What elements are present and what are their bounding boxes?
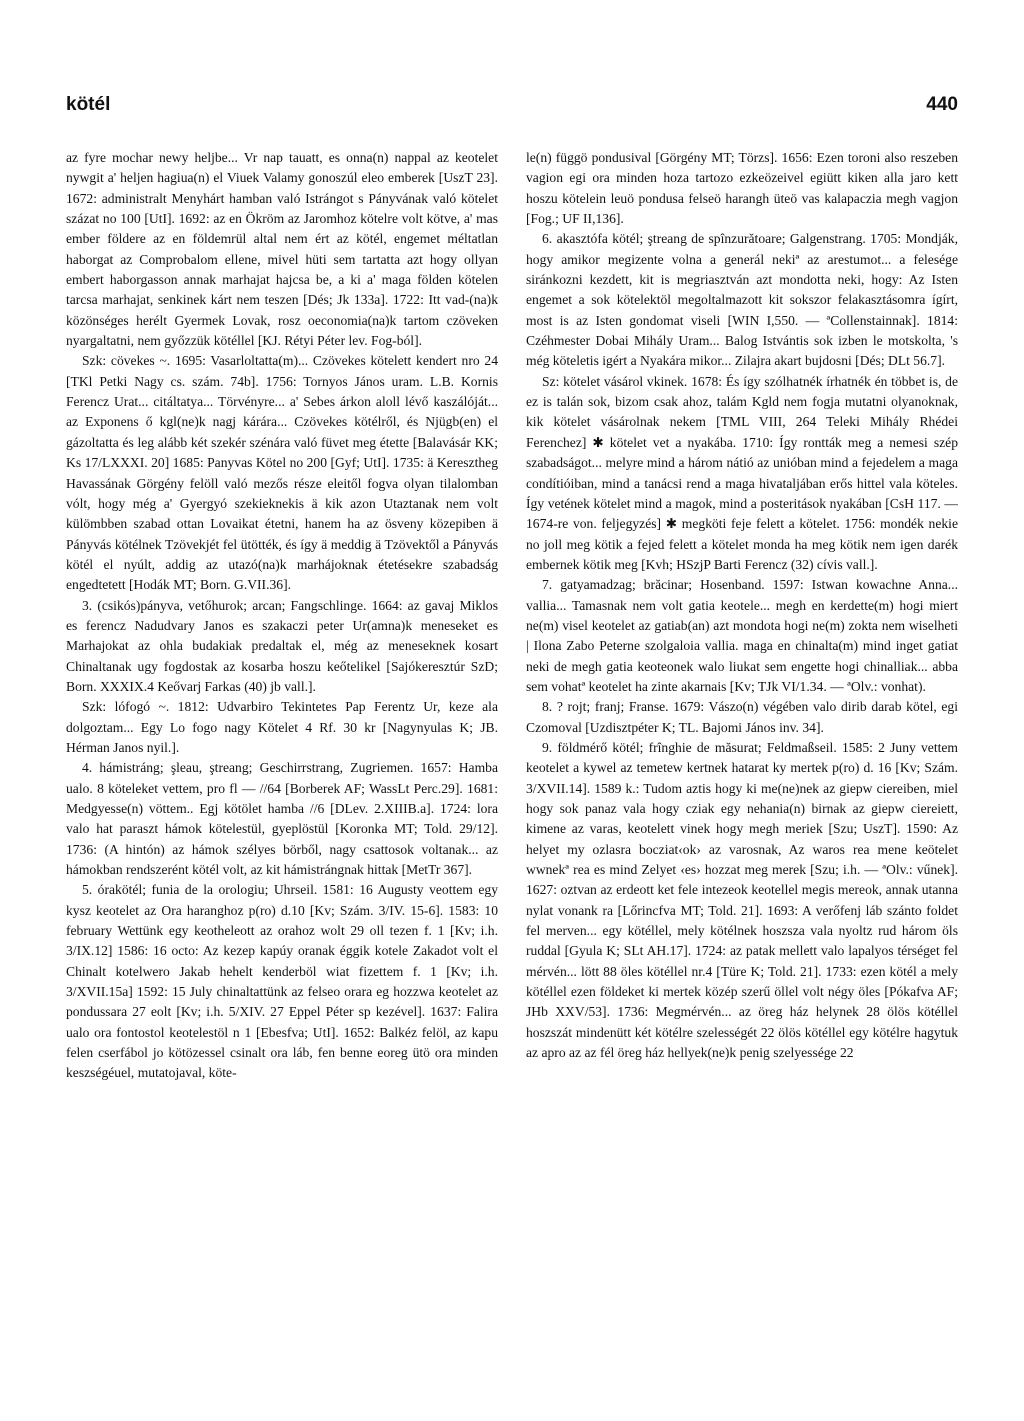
entry-paragraph: Sz: kötelet vásárol vkinek. 1678: És így szólhatnék írhatnék én többet is, de ez is talán sok, bizom csak ahoz, talám Kgld nem fogja mutatni olyanoknak, kik kötelet vásárolnak nekem [TML VIII, 264 Teleki Mihály Rhédei Ferenchez] ✱ kötelet vet a nyakába. 1710: Így rontták meg a nemesi szép szabadságot... melyre mind a három nátió az unióban mind a fejedelem a maga condítióiban, mind a tanácsi rend a maga hivataljában erős hittel vala köteles. Így vetének kötelet mind a magok, mind a posteritások nyakában [CsH 117. — 1674-re von. feljegyzés] ✱ megköti feje felett a kötelet. 1756: mondék nekie no joll meg kötik a fejed felett a kötelet monda ha meg kötik nem igen darék embernek kötik meg [Kvh; HSzjP Barti Ferencz (32) cívis vall.]. (526, 373, 958, 572)
entry-paragraph: 3. (csikós)pányva, vetőhurok; arcan; Fangschlinge. 1664: az gavaj Miklos es ferencz Nadudvary Janos es szakaczi peter Ur(amna)k meneseket es Marhajokat az ohla budakiak predaltak el, még az meneseknek kosart Chinaltanak ugy fogdostak az kosarba hoszu keőtelikel [Sajókeresztúr SzD; Born. XXXIX.4 Keővarj Farkas (40) jb vall.]. (66, 597, 498, 694)
entry-paragraph: 9. földmérő kötél; frînghie de măsurat; Feldmaßseil. 1585: 2 Juny vettem keotelet a kywel az temetew kertnek hatarat ky mertek p(ro) d. 16 [Kv; Szám. 3/XVII.14]. 1589 k.: Tudom aztis hogy ki me(ne)nek az giepw ciereiben, miel hogy sok panaz vala hogy cziak egy nehania(n) birnak az giepw ciereiett, kimene az varas, keotelett vinek hogy megh meriek [Szu; UszT]. 1590: Az helyet my ozlasra bocziat‹ok› az varosnak, Az waros rea mene keötelet wwnekª rea es mind Zelyet ‹es› hozzat meg merek [Szu; i.h. — ªOlv.: vűnek]. 1627: oztvan az erdeott ket fele intezeok keotellel megis mereok, annak utanna nylat vonank ra [Lőrincfva MT; Told. 21]. 1693: A verőfenj láb szánto foldet fel merven... egy kötéllel, mely kötélnek hoszsza vala nyoltz rud három öls ruddal [Gyula K; SLt AH.17]. 1724: az patak mellett valo lapalyos térséget fel mérvén... lött 88 öles kötéllel nr.4 [Türe K; Told. 21]. 1733: ezen kötél a mely kötéllel ezen földeket ki mertek közép szerű öllel volt négy öles [Pókafva AF; JHb XXV/53]. 1736: Megmérvén... az öreg ház helynek 28 ölös kötéllel hoszszát mindenütt két kötélre szelességét 22 ölös kötéllel egy kötélre hagytuk az apro az az fél öreg ház hellyek(ne)k penig szelyessége 22 (526, 739, 958, 1061)
entry-paragraph: 8. ? rojt; franj; Franse. 1679: Vászo(n) végében valo dirib darab kötel, egi Czomoval [Uzdisztpéter K; TL. Bajomi János inv. 34]. (526, 699, 958, 735)
running-headword: kötél (66, 94, 111, 115)
entry-paragraph: 7. gatyamadzag; brăcinar; Hosenband. 1597: Istwan kowachne Anna... vallia... Tamasnak nem volt gatia keotele... megh en kerdette(m) hogi miert ne(m) visel keotelet az gatiab(an) azt mondota hogi ne(m) zokta nem wiselheti | Ilona Zabo Peterne szolgaloia vallia. maga en chinalta(m) mind inget gatiat neki de megh gatia keoteonek walo liukat sem engette hogi chinalliak... abba sem vohatª keotelet ha zinte akarnais [Kv; TJk VI/1.34. — ªOlv.: vonhat). (526, 577, 958, 694)
entry-paragraph: 6. akasztófa kötél; ştreang de spînzurătoare; Galgenstrang. 1705: Mondják, hogy amikor megizente volna a generál nekiª az arestumot... a felesége siránkozni kezdett, kit is megriasztván azt mondotta neki, hogy: Az Isten engemet a sok kötelektöl megoltalmazott kit sokszor felakasztásomra ígírt, most is az Isten gondomat viseli [WIN I,550. — ªCollenstainnak]. 1814: Czéhmester Dobai Mihály Uram... Balog Istvántis sok izben le motskolta, 's még köteletis igért a Nyakára mikor... Zilajra akart bujdosni [Dés; DLt 56.7]. (526, 231, 958, 369)
entry-paragraph: 5. órakötél; funia de la orologiu; Uhrseil. 1581: 16 Augusty veottem egy kysz keotelet az Ora haranghoz p(ro) d.10 [Kv; Szám. 3/IV. 15-6]. 1583: 10 february Wettünk egy keotheleott az orahoz wolt 29 oll tezen f. 1 [Kv; i.h. 3/IX.12] 1586: 16 octo: Az kezep kapúy oranak éggik kotele Zakadot volt el Chinalt kotelwero Jakab hehelt kenderböl wiat fizettem f. 1 [Kv; i.h. 3/XVII.15a] 1592: 15 July chinaltattünk az felseo orara eg hozzwa keotelet az pondussara 27 eolt [Kv; i.h. 5/XIV. 27 Eppel Péter sp kezével]. 1637: Falira ualo ora fontostol keotelestöl n 1 [Ebesfva; UtI]. 1652: Balkéz felöl, az kapu felen cserfábol jo kötözessel csinalt ora láb, fen benne eoreg ütö ora minden keszségéuel, mutatojaval, köte- (66, 882, 498, 1081)
entry-paragraph: 4. hámistráng; şleau, ştreang; Geschirrstrang, Zugriemen. 1657: Hamba ualo. 8 köteleket vettem, pro fl — //64 [Borberek AF; WassLt Perc.29]. 1681: Medgyesse(n) vöttem.. Egj kötölet hamba //6 [DLev. 2.XIIIB.a]. 1724: lora valo hat paraszt hámok kötelestül, gyeplöstül [Koronka MT; Told. 29/12]. 1736: (A hintón) az hámok szélyes börből, nagy csattosok voltanak... az hámokban rendszerént kötél volt, az kit hámistrángnak hittak [MetTr 367]. (66, 760, 498, 878)
page-number: 440 (926, 94, 958, 115)
right-column (526, 148, 958, 1398)
entry-paragraph: Szk: cövekes ~. 1695: Vasarloltatta(m)... Czövekes kötelett kendert nro 24 [TKl Petki Nagy cs. szám. 74b]. 1756: Tornyos János uram. L.B. Kornis Ferencz Urat... citáltatya... Törvényre... a' Sebes árkon aloll lévő kaszálóját... az Exponens ő kgl(ne)k nagj kárára... Czövekes kötélről, és Njügb(en) el gázoltatta és leg alább két szekér szénára való füvet meg étette [Balavásár KK; Ks 17/LXXXI. 20] 1685: Panyvas Kötel no 200 [Gyf; UtI]. 1735: ä Keresztheg Havassának Görgény felöll való mezős része eleitől fogva olyan tilalomban vólt, hogy még a' Gyergyó szekieknekis ä kik azon Utaztanak nem volt külömbben szabad ottan Lovaikat étetni, hanem ha az ösveny közepiben ä Pányvás kötélnek Tzövekjét fel ütötték, és így ä meddig ä Tzövektől a Pányvás kötél el nyúlt, addig az utazó(na)k marhájoknak étetésekre szabadság engedtetett [Hodák MT; Born. G.VII.36]. (66, 353, 498, 593)
entry-paragraph: az fyre mochar newy heljbe... Vr nap tauatt, es onna(n) nappal az keotelet nywgit a' heljen hagiua(n) el Viuek Valamy gonoszúl eleo emberek [UszT 23]. 1672: administralt Menyhárt hamban való Istrángot s Pányvának való kötelet százat no 100 [UtI]. 1692: az en Ökröm az Jaromhoz kötelre volt kötve, a' mas ember földere az en földemrül altal nem ért az kötél, engemet méltatlan haborgat az Comprobalom ellene, mivel hüti sem tartatta azt hogy ollyan embert haborgasson annak marhajat hajcsa be, a ki a' maga földen kötelen tarcsa marhajat, senkinek kárt nem teszen [Dés; Jk 133a]. 1722: Itt vad-(na)k közönséges herélt Gyermek Lovak, rosz oeconomia(na)k tartom czöveken nyargaltatni, nem győzzük kötéllel [KJ. Rétyi Péter lev. Fog-ból]. (66, 150, 498, 349)
page-header (66, 94, 958, 118)
entry-paragraph: Szk: lófogó ~. 1812: Udvarbiro Tekintetes Pap Ferentz Ur, keze ala dolgoztam... Egy Lo fogo nagy Kötelet 4 Rf. 30 kr [Nagynyulas K; JB. Hérman Janos nyil.]. (66, 699, 498, 755)
left-column (66, 148, 498, 1398)
entry-paragraph: le(n) függö pondusival [Görgény MT; Törzs]. 1656: Ezen toroni also reszeben vagion egi ora minden hoza tartozo ezkeözeivel egiütt kiken alla jaro kett hoszu kötelein leuö pondusa felseö harangh üteö vas kalapaczia megh vagjon [Fog.; UF II,136]. (526, 150, 958, 227)
